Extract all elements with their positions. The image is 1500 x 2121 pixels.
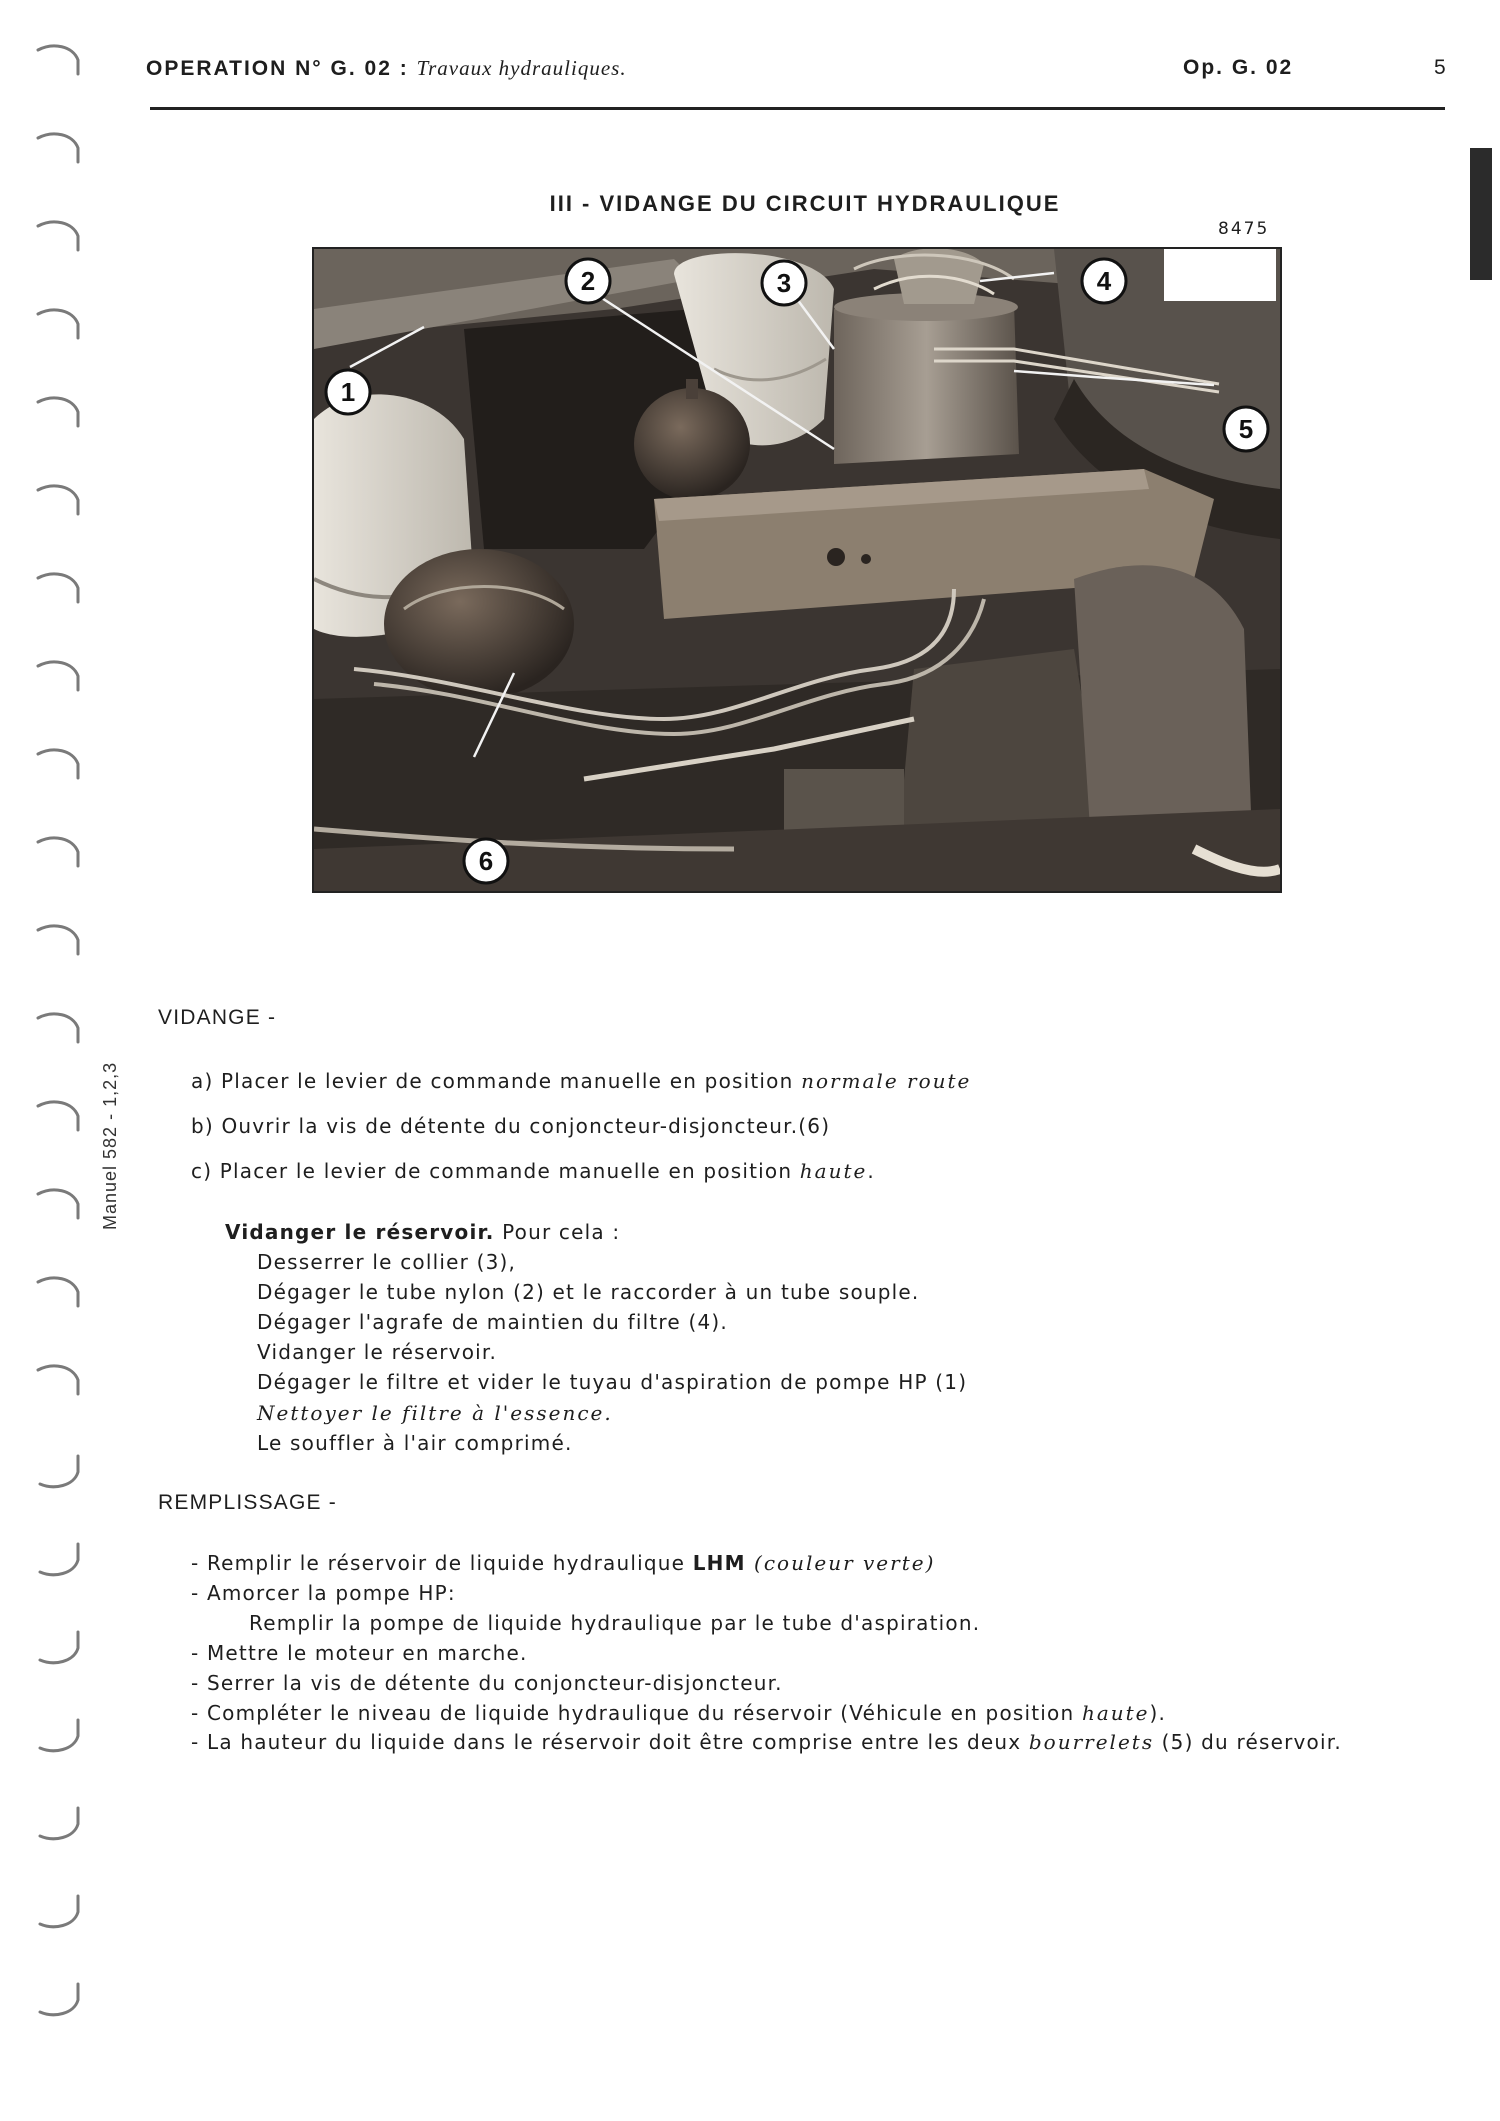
vidange-step-a-emph: normale route bbox=[801, 1069, 972, 1093]
remplissage-line-1 bbox=[191, 1548, 935, 1578]
binder-hole bbox=[28, 40, 84, 86]
engine-bay-illustration bbox=[314, 249, 1280, 891]
spine-label-text: Manuel 582 - 1,2,3 bbox=[100, 1061, 120, 1230]
callout-5 bbox=[1224, 407, 1268, 451]
remplissage-line-6-text: - Compléter le niveau de liquide hydraulique du réservoir (Véhicule en position bbox=[191, 1701, 1082, 1725]
remplissage-line-7-emph: bourrelets bbox=[1028, 1730, 1155, 1754]
drain-line-5: Dégager le filtre et vider le tuyau d'aspiration de pompe HP (1) bbox=[257, 1370, 968, 1394]
engine-bay-photo bbox=[312, 247, 1282, 893]
page-number: 5 bbox=[1434, 56, 1448, 79]
operation-label: OPERATION bbox=[146, 57, 288, 80]
binder-hole bbox=[28, 1360, 84, 1406]
spine-label bbox=[92, 1040, 132, 1230]
callout-6 bbox=[464, 839, 508, 883]
binder-hole bbox=[28, 1536, 84, 1582]
operation-subject: Travaux hydrauliques. bbox=[416, 56, 627, 80]
remplissage-line-4: - Mettre le moteur en marche. bbox=[191, 1641, 528, 1665]
vidange-step-a bbox=[191, 1066, 971, 1096]
binder-hole bbox=[28, 216, 84, 262]
drain-line-1: Desserrer le collier (3), bbox=[257, 1250, 517, 1274]
vidange-step-b bbox=[191, 1111, 830, 1141]
figure-number: 8475 bbox=[1218, 219, 1270, 239]
operation-number: N° G. 02 : bbox=[295, 57, 409, 80]
callout-1 bbox=[326, 370, 370, 414]
vidange-step-b-text: b) Ouvrir la vis de détente du conjoncteur-disjoncteur.(6) bbox=[191, 1114, 831, 1138]
remplissage-line-6 bbox=[191, 1698, 1166, 1728]
svg-text:4: 4 bbox=[1096, 266, 1112, 296]
drain-italic-line: Nettoyer le filtre à l'essence. bbox=[257, 1401, 613, 1425]
binder-hole bbox=[28, 304, 84, 350]
binder-hole bbox=[28, 1184, 84, 1230]
remplissage-line-6-tail: ). bbox=[1149, 1701, 1167, 1725]
remplissage-line-6-emph: haute bbox=[1081, 1701, 1150, 1725]
callout-3 bbox=[762, 261, 806, 305]
binder-hole bbox=[28, 1800, 84, 1846]
section-title: III - VIDANGE DU CIRCUIT HYDRAULIQUE bbox=[549, 191, 1061, 216]
binder-hole bbox=[28, 1448, 84, 1494]
remplissage-color-note: (couleur verte) bbox=[745, 1551, 936, 1575]
svg-text:1: 1 bbox=[340, 377, 356, 407]
drain-lead bbox=[225, 1217, 620, 1247]
page-header bbox=[146, 56, 627, 81]
vidange-step-c-tail: . bbox=[867, 1159, 875, 1183]
binder-hole bbox=[28, 1272, 84, 1318]
drain-lead-bold: Vidanger le réservoir. bbox=[225, 1220, 495, 1244]
remplissage-line-7-text: - La hauteur du liquide dans le réservoir doit être comprise entre les deux bbox=[191, 1730, 1029, 1754]
binder-hole bbox=[28, 1976, 84, 2022]
binder-hole bbox=[28, 480, 84, 526]
binder-hole bbox=[28, 1624, 84, 1670]
svg-text:2: 2 bbox=[580, 266, 596, 296]
callout-2 bbox=[566, 259, 610, 303]
binder-holes bbox=[28, 40, 98, 2080]
remplissage-line-7-tail: (5) du réservoir. bbox=[1154, 1730, 1342, 1754]
remplissage-lhm: LHM bbox=[692, 1551, 746, 1575]
callout-4 bbox=[1082, 259, 1126, 303]
binder-hole bbox=[28, 1008, 84, 1054]
binder-hole bbox=[28, 920, 84, 966]
vidange-heading: VIDANGE - bbox=[158, 1006, 277, 1029]
vidange-step-c-text: c) Placer le levier de commande manuelle en position bbox=[191, 1159, 800, 1183]
svg-text:3: 3 bbox=[776, 268, 792, 298]
header-rule bbox=[150, 107, 1445, 110]
binder-hole bbox=[28, 744, 84, 790]
binder-hole bbox=[28, 1096, 84, 1142]
operation-reference: Op. G. 02 bbox=[1183, 56, 1294, 79]
binder-hole bbox=[28, 656, 84, 702]
vidange-step-c bbox=[191, 1156, 875, 1186]
binder-hole bbox=[28, 568, 84, 614]
remplissage-line-3: Remplir la pompe de liquide hydraulique par le tube d'aspiration. bbox=[249, 1611, 981, 1635]
drain-line-2: Dégager le tube nylon (2) et le raccorder à un tube souple. bbox=[257, 1280, 920, 1304]
svg-text:5: 5 bbox=[1238, 414, 1254, 444]
remplissage-heading: REMPLISSAGE - bbox=[158, 1491, 337, 1514]
binder-hole bbox=[28, 392, 84, 438]
drain-line-3: Dégager l'agrafe de maintien du filtre (4). bbox=[257, 1310, 728, 1334]
binder-hole bbox=[28, 1712, 84, 1758]
remplissage-line-2: - Amorcer la pompe HP: bbox=[191, 1581, 456, 1605]
binder-hole bbox=[28, 1888, 84, 1934]
vidange-step-c-emph: haute bbox=[799, 1159, 868, 1183]
drain-line-4: Vidanger le réservoir. bbox=[257, 1340, 498, 1364]
remplissage-line-7 bbox=[191, 1727, 1342, 1757]
remplissage-line-5: - Serrer la vis de détente du conjoncteur-disjoncteur. bbox=[191, 1671, 783, 1695]
binder-hole bbox=[28, 832, 84, 878]
vidange-step-a-text: a) Placer le levier de commande manuelle en position bbox=[191, 1069, 802, 1093]
binder-hole bbox=[28, 128, 84, 174]
svg-text:6: 6 bbox=[478, 846, 494, 876]
drain-lead-rest: Pour cela : bbox=[494, 1220, 621, 1244]
remplissage-line-1-text: - Remplir le réservoir de liquide hydraulique bbox=[191, 1551, 693, 1575]
drain-last-line: Le souffler à l'air comprimé. bbox=[257, 1431, 573, 1455]
